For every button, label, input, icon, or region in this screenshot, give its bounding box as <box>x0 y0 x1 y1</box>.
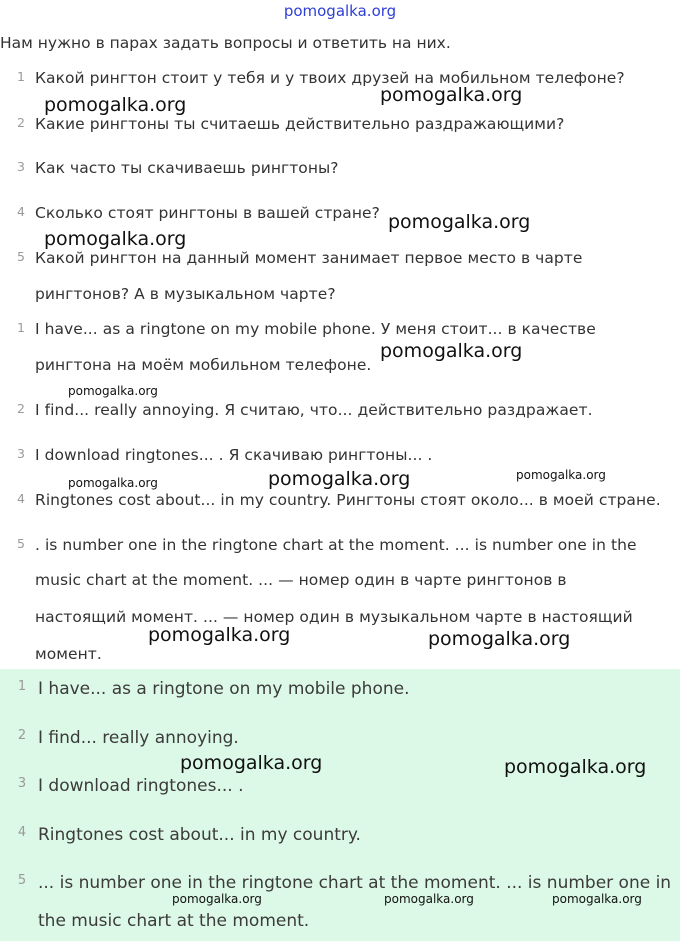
item-number: 2 <box>17 115 25 130</box>
item-text: Сколько стоят рингтоны в вашей стране? <box>35 204 380 222</box>
item-text: рингтонов? А в музыкальном чарте? <box>35 285 336 303</box>
item-text: I download ringtones... . <box>38 776 244 796</box>
item-text: I find... really annoying. Я считаю, что... действительно раздражает. <box>35 401 593 419</box>
item-text: music chart at the moment. ... — номер один в чарте рингтонов в <box>35 571 567 589</box>
item-number: 1 <box>17 679 27 694</box>
item-text: Как часто ты скачиваешь рингтоны? <box>35 159 339 177</box>
item-text: the music chart at the moment. <box>38 911 310 931</box>
watermark: pomogalka.org <box>268 468 411 490</box>
watermark: pomogalka.org <box>504 756 647 778</box>
item-number: 2 <box>17 401 25 416</box>
item-text: . is number one in the ringtone chart at the moment. ... is number one in the <box>35 536 637 554</box>
item-text: Ringtones cost about... in my country. <box>38 825 361 845</box>
watermark: pomogalka.org <box>44 94 187 116</box>
item-text: Какие рингтоны ты считаешь действительно раздражающими? <box>35 115 565 133</box>
item-number: 2 <box>17 728 27 743</box>
item-text: I have... as a ringtone on my mobile phone. У меня стоит... в качестве <box>35 320 596 338</box>
watermark: pomogalka.org <box>68 384 158 398</box>
intro-text: Нам нужно в парах задать вопросы и ответить на них. <box>0 34 451 52</box>
watermark: pomogalka.org <box>44 228 187 250</box>
watermark: pomogalka.org <box>516 468 606 482</box>
watermark: pomogalka.org <box>380 340 523 362</box>
item-text: I have... as a ringtone on my mobile phone. <box>38 679 410 699</box>
watermark: pomogalka.org <box>68 476 158 490</box>
site-header: pomogalka.org <box>283 2 397 20</box>
item-number: 3 <box>17 776 27 791</box>
item-number: 4 <box>17 491 25 506</box>
item-text: I find... really annoying. <box>38 728 239 748</box>
item-number: 5 <box>17 873 27 888</box>
watermark: pomogalka.org <box>148 624 291 646</box>
watermark: pomogalka.org <box>388 211 531 233</box>
item-text: момент. <box>35 645 102 663</box>
watermark: pomogalka.org <box>428 628 571 650</box>
watermark: pomogalka.org <box>180 752 323 774</box>
item-text: Ringtones cost about... in my country. Рингтоны стоят около... в моей стране. <box>35 491 661 509</box>
item-number: 1 <box>17 69 25 84</box>
watermark: pomogalka.org <box>384 892 474 906</box>
watermark: pomogalka.org <box>380 84 523 106</box>
item-number: 3 <box>17 446 25 461</box>
item-number: 4 <box>17 825 27 840</box>
item-number: 1 <box>17 320 25 335</box>
item-number: 4 <box>17 204 25 219</box>
item-text: I download ringtones... . Я скачиваю рингтоны... . <box>35 446 433 464</box>
item-text: Какой рингтон на данный момент занимает первое место в чарте <box>35 249 583 267</box>
watermark: pomogalka.org <box>552 892 642 906</box>
item-text: настоящий момент. ... — номер один в музыкальном чарте в настоящий <box>35 608 633 626</box>
item-text: рингтона на моём мобильном телефоне. <box>35 356 372 374</box>
item-number: 3 <box>17 159 25 174</box>
item-text: Какой рингтон стоит у тебя и у твоих друзей на мобильном телефоне? <box>35 69 625 87</box>
item-number: 5 <box>17 249 25 264</box>
item-number: 5 <box>17 536 25 551</box>
watermark: pomogalka.org <box>172 892 262 906</box>
item-text: ... is number one in the ringtone chart at the moment. ... is number one in <box>38 873 672 893</box>
